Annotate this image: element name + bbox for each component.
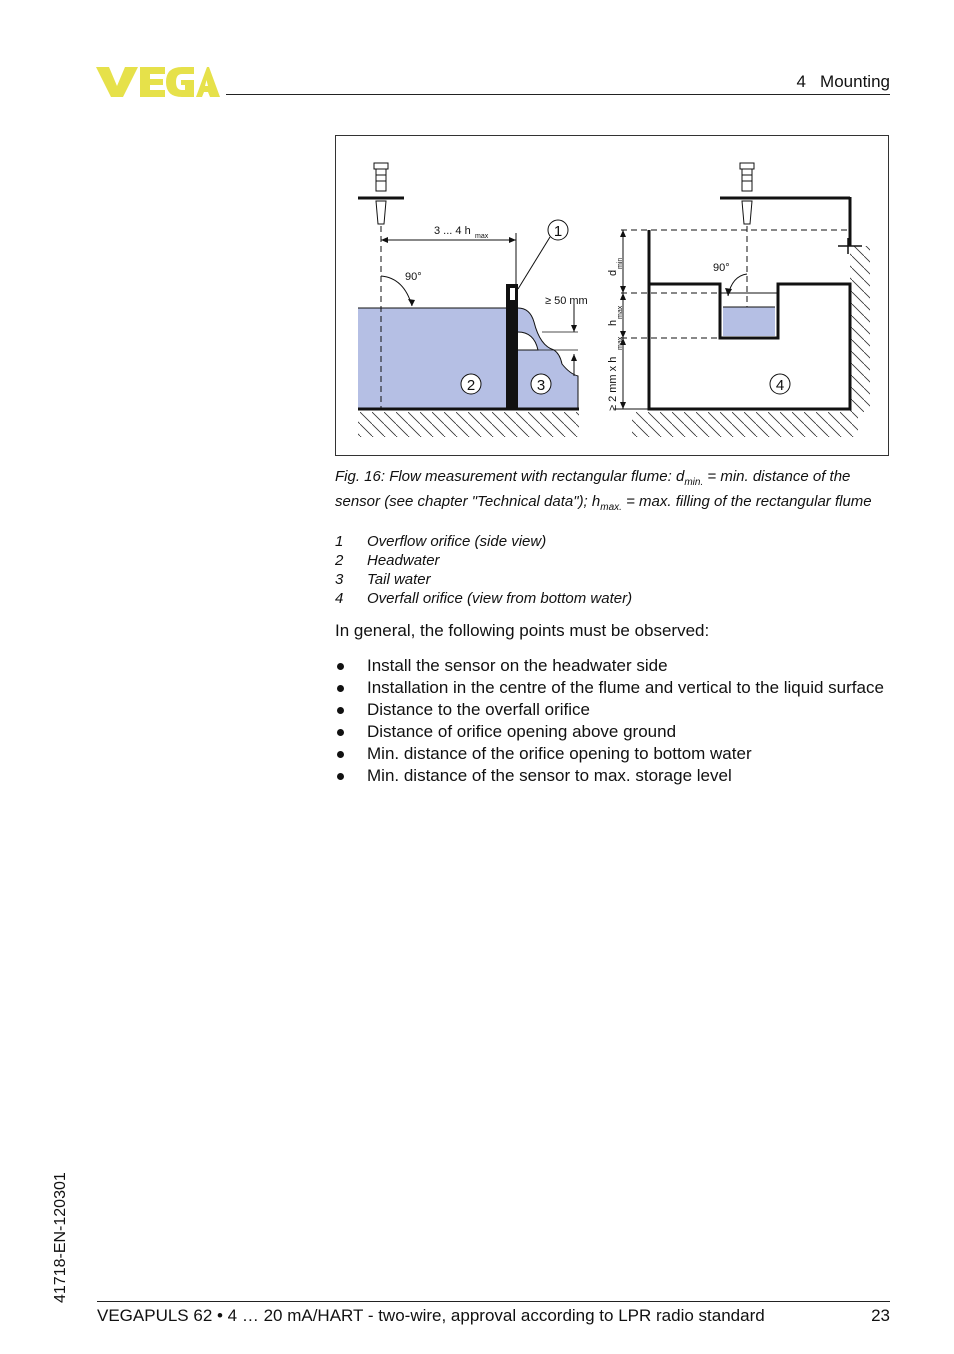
bullet-item: Min. distance of the sensor to max. storage level	[335, 765, 891, 787]
flume-figure	[335, 135, 889, 456]
bullet-dot-icon	[337, 663, 344, 670]
header-rule	[226, 94, 890, 95]
tail-water	[518, 308, 578, 408]
dmin-label-sub: min	[617, 257, 624, 269]
callout-4: 4	[775, 377, 785, 394]
bullet-item: Installation in the centre of the flume and vertical to the liquid surface	[335, 677, 891, 699]
angle-right-label: 90°	[713, 262, 730, 274]
logo-text: VEGA	[96, 64, 99, 65]
bullet-item: Install the sensor on the headwater side	[335, 655, 891, 677]
bullet-dot-icon	[337, 685, 344, 692]
dmin-label: d	[607, 269, 619, 276]
bullet-dot-icon	[337, 729, 344, 736]
bullet-dot-icon	[337, 707, 344, 714]
flume-diagram	[336, 136, 890, 457]
wall-hatch-right	[850, 246, 870, 412]
section-title: 4 Mounting	[796, 72, 890, 91]
dist-label-sub: max	[475, 233, 489, 240]
bullet-item: Distance to the overfall orifice	[335, 699, 891, 721]
callout-3: 3	[536, 377, 546, 394]
vega-logo	[96, 64, 220, 98]
sensor-left	[358, 163, 404, 224]
min-50-label: ≥ 50 mm	[545, 295, 588, 307]
ground-hatch-right	[632, 412, 858, 437]
figure-legend	[335, 532, 891, 608]
legend-item: 4 Overfall orifice (view from bottom water)	[335, 590, 633, 607]
callout-2: 2	[466, 377, 476, 394]
document-id: 41718-EN-120301	[52, 1172, 69, 1303]
two-mm-label-sub: max	[617, 336, 624, 350]
sensor-right	[720, 163, 850, 224]
bullet-list	[335, 655, 891, 787]
bullet-dot-icon	[337, 773, 344, 780]
overfall-water	[723, 307, 775, 336]
two-mm-label: ≥ 2 mm x h	[607, 356, 619, 411]
intro-text: In general, the following points must be observed:	[335, 621, 710, 640]
legend-item: 3 Tail water	[335, 571, 431, 588]
figure-caption: Fig. 16: Flow measurement with rectangular flume: $d_{min.} = \min$. distance of the sensor (see chapter "Technical data"); $h_{max.} = \max$. filling of the rectangular flume	[335, 468, 872, 513]
dist-label: 3 ... 4 h	[434, 225, 471, 237]
callout-1: 1	[553, 223, 563, 240]
page-number: 23	[871, 1306, 890, 1325]
hmax-label-sub: max	[617, 305, 624, 319]
bullet-item: Distance of orifice opening above ground	[335, 721, 891, 743]
bullet-dot-icon	[337, 751, 344, 758]
hmax-label: h	[607, 319, 619, 326]
legend-item: 1 Overflow orifice (side view)	[335, 533, 547, 550]
legend-item: 2 Headwater	[335, 552, 440, 569]
bullet-item: Min. distance of the orifice opening to bottom water	[335, 743, 891, 765]
headwater	[358, 308, 506, 408]
angle-left-label: 90°	[405, 271, 422, 283]
weir-wall	[506, 284, 518, 410]
ground-hatch-left	[358, 412, 579, 437]
footer-text: VEGAPULS 62 • 4 … 20 mA/HART - two-wire, approval according to LPR radio standard	[97, 1306, 765, 1325]
footer-rule	[97, 1301, 890, 1302]
